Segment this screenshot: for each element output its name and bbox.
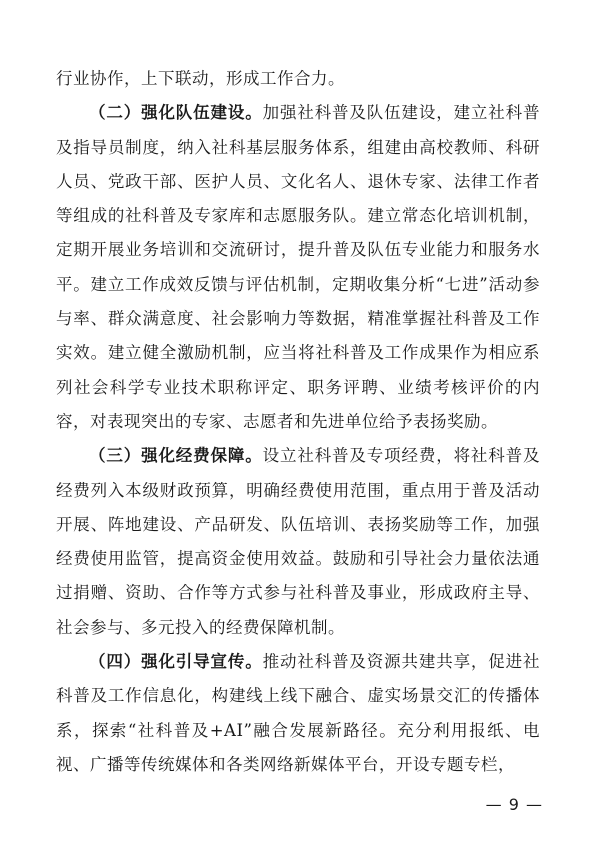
section-heading: （四）强化引导宣传。 <box>89 652 263 672</box>
section-heading: （二）强化队伍建设。 <box>89 103 263 123</box>
page-number: — 9 — <box>485 795 543 814</box>
paragraph-team-building <box>56 96 540 439</box>
paragraph-text: 设立社科普及专项经费，将社科普及经费列入本级财政预算，明确经费使用范围，重点用于普及活动开展、阵地建设、产品研发、队伍培训、表扬奖励等工作，加强经费使用监管，提高资金使用效益。鼓励和引导社会力量依法通过捐赠、资助、合作等方式参与社科普及事业，形成政府主导、社会参与、多元投入的经费保障机制。 <box>56 446 541 637</box>
section-heading: （三）强化经费保障。 <box>89 446 263 466</box>
paragraph-text: 行业协作，上下联动，形成工作合力。 <box>56 69 345 88</box>
paragraph-text: 推动社科普及资源共建共享，促进社科普及工作信息化，构建线上线下融合、虚实场景交汇的传播体系，探索“社科普及+AI”融合发展新路径。充分利用报纸、电视、广播等传统媒体和各类网络新媒体平台，开设专题专栏， <box>56 652 541 774</box>
paragraph-text: 加强社科普及队伍建设，建立社科普及指导员制度，纳入社科基层服务体系，组建由高校教师、科研人员、党政干部、医护人员、文化名人、退休专家、法律工作者等组成的社科普及专家库和志愿服务队。建立常态化培训机制，定期开展业务培训和交流研讨，提升普及队伍专业能力和服务水平。建立工作成效反馈与评估机制，定期收集分析“七进”活动参与率、群众满意度、社会影响力等数据，精准掌握社科普及工作实效。建立健全激励机制，应当将社科普及工作成果作为相应系列社会科学专业技术职称评定、职务评聘、业绩考核评价的内容，对表现突出的专家、志愿者和先进单位给予表扬奖励。 <box>56 103 541 431</box>
paragraph-continuation <box>56 62 540 96</box>
document-body <box>56 62 540 782</box>
paragraph-funding <box>56 439 540 645</box>
paragraph-publicity <box>56 645 540 782</box>
